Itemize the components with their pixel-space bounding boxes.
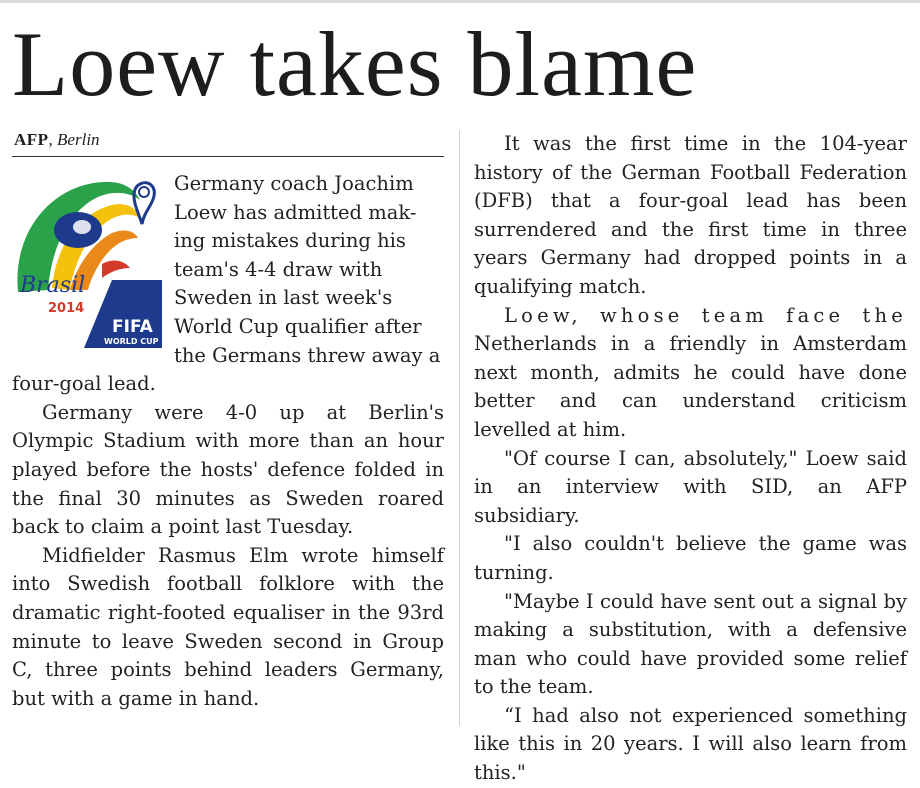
byline-rule bbox=[12, 156, 444, 157]
column-divider bbox=[459, 130, 460, 726]
paragraph-2: Germany were 4-0 up at Berlin's Olympic Stadium with more than an hour played before the hosts' defence folded in the final 30 minutes as Sweden roared back to claim a point last Tuesday. bbox=[12, 400, 444, 539]
paragraph-8: "Maybe I could have sent out a signal by making a substitution, with a defensive man who could have provided some relief to the team. bbox=[474, 589, 907, 699]
p1-line-5: Sweden in last week's bbox=[174, 286, 393, 310]
paragraph-7: "I also couldn't believe the game was turning. bbox=[474, 532, 907, 584]
top-border bbox=[0, 0, 920, 3]
logo-world-cup: WORLD CUP bbox=[104, 337, 159, 346]
p1-line-2: Loew has admitted mak- bbox=[174, 200, 417, 224]
paragraph-6: "Of course I can, absolutely," Loew said in an interview with SID, an AFP subsidiary. bbox=[474, 446, 907, 527]
paragraph-3: Midfielder Rasmus Elm wrote himself into Swedish football folklore with the dramatic right-footed equaliser in the 93rd minute to leave Sweden second in Group C, three points behind leaders Germany, but with a game in hand. bbox=[12, 543, 444, 710]
paragraph-5 bbox=[474, 302, 907, 445]
p1-line-6: World Cup qualifier after bbox=[174, 314, 422, 338]
paragraph-9: “I had also not experienced something like this in 20 years. I will also learn from this." bbox=[474, 703, 907, 785]
byline bbox=[14, 129, 444, 151]
p5-line-1: Loew, whose team face the bbox=[504, 303, 907, 327]
paragraph-4: It was the first time in the 104-year history of the German Football Federation (DFB) that a four-goal lead has been surrendered and the first time in three years Germany had dropped points in a qualifying match. bbox=[474, 132, 907, 298]
logo-fifa: FIFA bbox=[112, 317, 153, 337]
p1-line-7: the Germans threw away a bbox=[174, 343, 441, 367]
paragraph-1 bbox=[12, 170, 444, 399]
p1-line-4: team's 4-4 draw with bbox=[174, 257, 383, 281]
headline: Loew takes blame bbox=[12, 13, 698, 115]
byline-separator: , bbox=[48, 130, 58, 149]
logo-year: 2014 bbox=[48, 301, 85, 316]
p1-rest: four-goal lead. bbox=[12, 372, 156, 396]
byline-city: Berlin bbox=[57, 130, 100, 149]
p1-line-3: ing mistakes during his bbox=[174, 229, 406, 253]
p1-line-1: Germany coach Joachim bbox=[174, 172, 414, 195]
article-column-2 bbox=[474, 130, 907, 788]
logo-wordmark: Brasil bbox=[20, 273, 86, 298]
byline-agency: AFP bbox=[14, 130, 49, 149]
p5-rest: Netherlands in a friendly in Amsterdam next month, admits he could have done better and can understand criticism levelled at him. bbox=[474, 332, 907, 441]
article-column-1 bbox=[12, 170, 444, 713]
